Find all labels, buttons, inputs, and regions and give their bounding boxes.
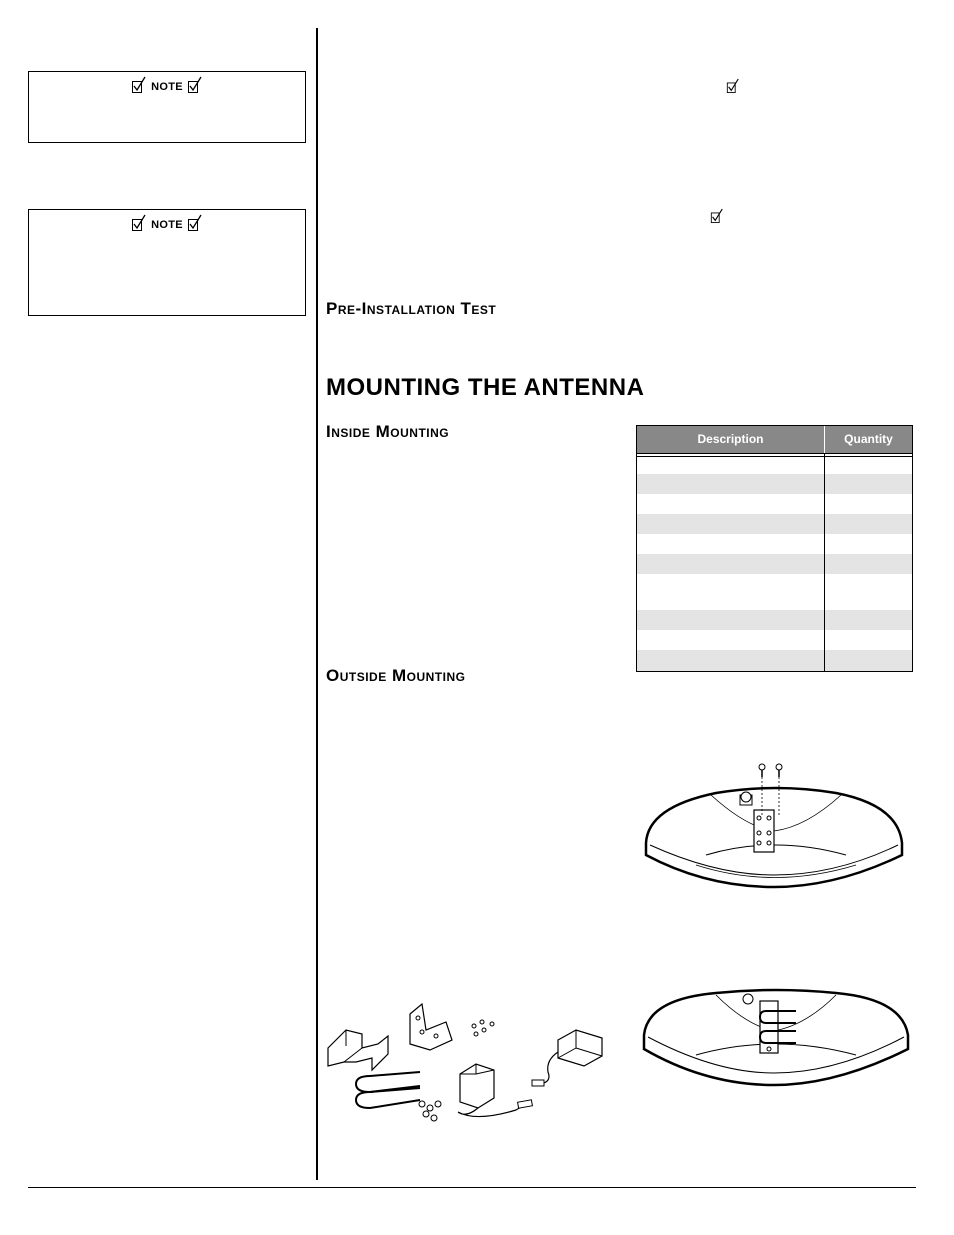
column-quantity: Quantity [824, 426, 912, 453]
note-box-1 [28, 71, 306, 143]
footer-rule [28, 1187, 916, 1188]
heading-outside-mounting: Outside Mounting [326, 666, 466, 685]
table-row [637, 630, 912, 650]
table-row [637, 494, 912, 514]
heading-inside-mounting: Inside Mounting [326, 422, 450, 441]
table-row [637, 650, 912, 671]
note-header [29, 76, 305, 94]
column-divider [316, 28, 318, 1180]
heading-mounting-the-antenna: MOUNTING THE ANTENNA [326, 374, 645, 401]
table-row [637, 554, 912, 574]
table-row [637, 574, 912, 610]
hardware-kit-figure [326, 1000, 606, 1125]
checkmark-icon [187, 76, 203, 94]
checkmark-icon [131, 214, 147, 232]
checkmark-icon [726, 78, 740, 94]
note-label: note [151, 76, 183, 94]
checkmark-icon [710, 208, 724, 224]
table-header [637, 426, 912, 453]
table-row [637, 534, 912, 554]
table-rule [637, 453, 912, 454]
heading-pre-installation-test: Pre-Installation Test [326, 299, 497, 318]
antenna-bracket-figure [636, 755, 914, 895]
table-row [637, 514, 912, 534]
checkmark-icon [187, 214, 203, 232]
parts-table [636, 425, 913, 672]
table-row [637, 457, 912, 473]
note-box-2 [28, 209, 306, 316]
antenna-u-bolt-figure [636, 985, 914, 1095]
table-column-rule [824, 453, 825, 671]
table-row [637, 610, 912, 630]
table-row [637, 474, 912, 494]
note-label: note [151, 214, 183, 232]
column-description: Description [697, 432, 764, 446]
note-header [29, 214, 305, 232]
checkmark-icon [131, 76, 147, 94]
